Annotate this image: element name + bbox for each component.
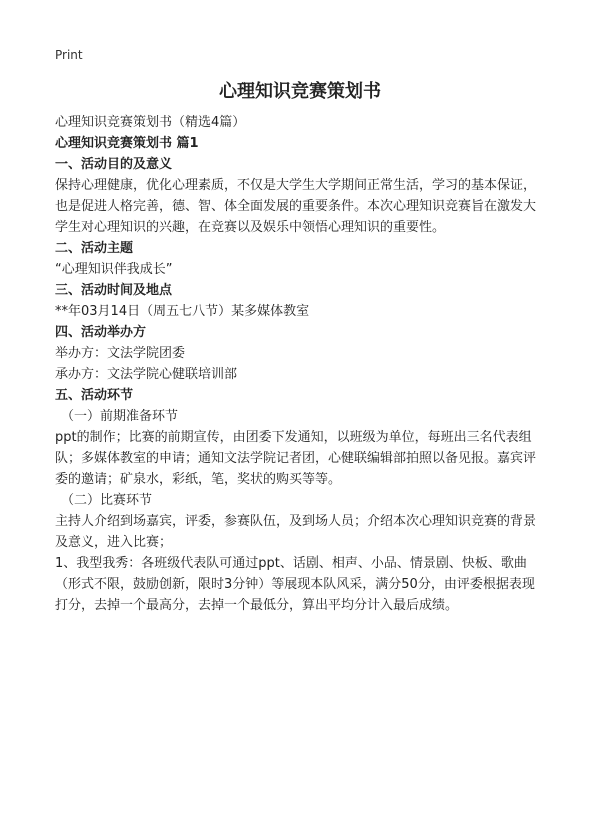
paragraph-preparation: ppt的制作；比赛的前期宣传，由团委下发通知，以班级为单位，每班出三名代表组队；多媒体教室的申请；通知文法学院记者团，心健联编辑部拍照以备见报。嘉宾评委的邀请；矿泉水，彩纸，笔，奖状的购买等等。 (55, 430, 537, 487)
paragraph-show-round: 1、我型我秀：各班级代表队可通过ppt、话剧、相声、小品、情景剧、快板、歌曲（形式不限，鼓励创新，限时3分钟）等展现本队风采，满分50分，由评委根据表现打分，去掉一个最高分，去掉一个最低分，算出平均分计入最后成绩。 (55, 556, 535, 613)
heading-organizers: 四、活动举办方 (55, 325, 147, 340)
document-subtitle: 心理知识竞赛策划书（精选4篇） (55, 115, 246, 130)
paragraph-competition-intro: 主持人介绍到场嘉宾，评委，参赛队伍，及到场人员；介绍本次心理知识竞赛的背景及意义，进入比赛； (55, 514, 537, 550)
subheading-preparation: （一）前期准备环节 (61, 409, 179, 424)
paragraph-time-location: **年03月14日（周五七八节）某多媒体教室 (55, 304, 310, 319)
paragraph-purpose: 保持心理健康，优化心理素质，不仅是大学生大学期间正常生活，学习的基本保证，也是促进人格完善，德、智、体全面发展的重要条件。本次心理知识竞赛旨在激发大学生对心理知识的兴趣，在竞赛以及娱乐中领悟心理知识的重要性。 (55, 178, 537, 235)
paragraph-theme: “心理知识伴我成长” (55, 262, 173, 277)
heading-time-location: 三、活动时间及地点 (55, 283, 173, 298)
section-title: 心理知识竞赛策划书 篇1 (55, 136, 199, 151)
page-title: 心理知识竞赛策划书 (219, 81, 381, 102)
subheading-competition: （二）比赛环节 (61, 493, 153, 508)
print-link[interactable]: Print (55, 48, 83, 62)
heading-theme: 二、活动主题 (55, 241, 134, 256)
paragraph-coorganizer: 承办方：文法学院心健联培训部 (55, 367, 238, 382)
paragraph-organizer: 举办方：文法学院团委 (55, 346, 186, 361)
heading-purpose: 一、活动目的及意义 (55, 157, 173, 172)
document-body (55, 112, 547, 616)
heading-activity-stages: 五、活动环节 (55, 388, 134, 403)
